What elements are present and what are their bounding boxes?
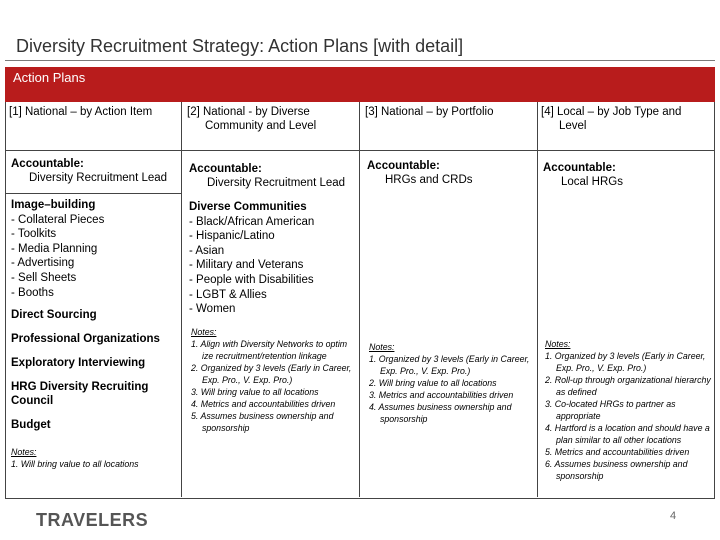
column-header-3-text: [3] National – by Portfolio [365, 106, 494, 118]
column-header-4-text-2: Level [559, 120, 587, 132]
title-divider [5, 60, 715, 61]
diverse-communities-section [189, 200, 359, 317]
note-item: 1. Align with Diversity Networks to optim ize recruitment/retention linkage [191, 339, 348, 361]
notes-heading: Notes: [191, 327, 217, 337]
accountable-value: Diversity Recruitment Lead [29, 172, 168, 184]
notes-col2 [191, 326, 357, 434]
action-plans-table [5, 102, 715, 499]
exploratory-interviewing [11, 356, 145, 371]
column-header-1 [9, 105, 181, 119]
note-item: 5. Assumes business ownership and sponsorship [191, 411, 334, 433]
hrg-council [11, 380, 148, 408]
list-item: - Toolkits [11, 228, 57, 241]
list-item: - LGBT & Allies [189, 288, 267, 301]
accountable-label: Accountable: [189, 163, 262, 175]
row-divider [6, 150, 714, 151]
list-item: - People with Disabilities [189, 273, 314, 286]
notes-heading: Notes: [545, 339, 571, 349]
note-item: 3. Will bring value to all locations [191, 387, 319, 397]
list-item: - Hispanic/Latino [189, 230, 275, 243]
accountable-1 [11, 157, 181, 185]
direct-sourcing-text: Direct Sourcing [11, 309, 97, 321]
column-header-2-text-2: Community and Level [205, 120, 317, 132]
accountable-value: Diversity Recruitment Lead [207, 177, 346, 189]
logo-text: TRAVELERS [36, 509, 149, 530]
note-item: 2. Organized by 3 levels (Early in Career, Exp. Pro., V. Exp. Pro.) [191, 363, 352, 385]
note-item: 5. Metrics and accountabilities driven [545, 447, 690, 457]
professional-organizations-text: Professional Organizations [11, 333, 160, 345]
image-building-title: Image–building [11, 199, 96, 211]
note-item: 3. Co-located HRGs to partner as appropriate [545, 399, 676, 421]
column-header-2-text: [2] National - by Diverse [187, 106, 310, 118]
budget [11, 418, 51, 433]
list-item: - Booths [11, 286, 54, 299]
slide-title: Diversity Recruitment Strategy: Action Plans [with detail] [16, 36, 464, 56]
row-divider [6, 193, 182, 194]
column-divider [537, 102, 538, 497]
hrg-council-text: HRG Diversity Recruiting [11, 381, 149, 393]
accountable-3 [367, 159, 537, 187]
diverse-communities-title: Diverse Communities [189, 201, 307, 213]
note-item: 1. Will bring value to all locations [11, 459, 139, 469]
note-item: 1. Organized by 3 levels (Early in Career, Exp. Pro., V. Exp. Pro.) [545, 351, 706, 373]
page-number: 4 [670, 510, 677, 522]
note-item: 3. Metrics and accountabilities driven [369, 390, 514, 400]
accountable-label: Accountable: [11, 158, 84, 170]
accountable-value: Local HRGs [561, 176, 623, 188]
list-item: - Media Planning [11, 242, 98, 255]
accountable-value: HRGs and CRDs [385, 174, 473, 186]
action-plans-header: Action Plans [5, 67, 715, 102]
column-header-1-text: [1] National – by Action Item [9, 106, 153, 118]
column-divider [359, 102, 360, 497]
notes-col4 [545, 338, 711, 482]
list-item: - Women [189, 303, 236, 316]
note-item: 6. Assumes business ownership and sponsorship [545, 459, 688, 481]
exploratory-interviewing-text: Exploratory Interviewing [11, 357, 146, 369]
note-item: 4. Hartford is a location and should have a plan similar to all other locations [545, 423, 710, 445]
list-item: - Military and Veterans [189, 259, 304, 272]
list-item: - Advertising [11, 257, 75, 270]
column-header-4 [541, 105, 713, 133]
notes-heading: Notes: [11, 447, 37, 457]
notes-col1 [11, 446, 179, 470]
list-item: - Sell Sheets [11, 271, 77, 284]
note-item: 1. Organized by 3 levels (Early in Career, Exp. Pro., V. Exp. Pro.) [369, 354, 530, 376]
list-item: - Collateral Pieces [11, 213, 105, 226]
column-header-3 [365, 105, 537, 119]
accountable-4 [543, 161, 713, 189]
hrg-council-text-2: Council [11, 395, 54, 407]
image-building-section [11, 198, 181, 300]
column-divider [181, 102, 182, 497]
accountable-2 [189, 162, 359, 190]
column-header-4-text: [4] Local – by Job Type and [541, 106, 682, 118]
accountable-label: Accountable: [543, 162, 616, 174]
notes-heading: Notes: [369, 342, 395, 352]
travelers-logo [36, 507, 149, 533]
notes-col3 [369, 341, 535, 425]
direct-sourcing [11, 308, 97, 323]
list-item: - Black/African American [189, 215, 315, 228]
note-item: 4. Metrics and accountabilities driven [191, 399, 336, 409]
note-item: 4. Assumes business ownership and sponsorship [369, 402, 512, 424]
note-item: 2. Roll-up through organizational hierarchy as defined [545, 375, 711, 397]
accountable-label: Accountable: [367, 160, 440, 172]
list-item: - Asian [189, 244, 225, 257]
note-item: 2. Will bring value to all locations [369, 378, 497, 388]
budget-text: Budget [11, 419, 51, 431]
professional-organizations [11, 332, 160, 347]
column-header-2 [187, 105, 359, 133]
